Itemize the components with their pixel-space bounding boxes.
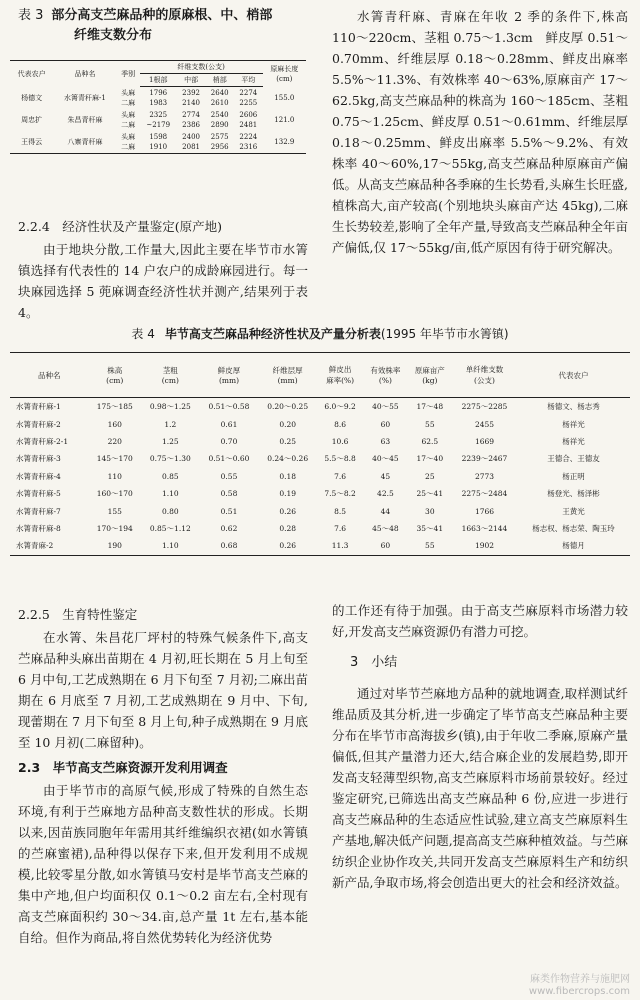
t4-cell: 5.5～8.8: [324, 454, 356, 464]
t3-header-length-unit: (cm): [276, 74, 293, 83]
para-2-3: 由于毕节市的高原气候,形成了特殊的自然生态环境,有利于苎麻地方品种高支数性状的形成。长期以来,因苗族同胞年年需用其纤维编织衣裙(如水箐镇的苎麻蜜裙),品种得以保存下来,但开发利用不成规模,比较零星分散,如水箐镇马安村是毕节高支苎麻的集中产地,但户均面积仅 0.1～0.2 亩左右,全村现有高支苎麻面积约 30～34.亩,总产量 1t 左右,基本能自给。但作为商品,将自然优势转化为经济优势: [18, 783, 308, 945]
t4-cell: 杨正明: [562, 471, 585, 481]
t4-cell: 7.5～8.2: [324, 489, 356, 499]
para-3: 通过对毕节苎麻地方品种的就地调查,取样测试纤维品质及其分析,进一步确定了毕节高支苎麻品种主要分布在毕节市高海拔乡(镇),由于年收二季麻,原麻产量偏低,但其产量潜力还大,结合麻企业的发展趋势,即开发高支轻薄型织物,高支苎麻原料市场前景较好。经过鉴定研究,已筛选出高支苎麻品种 6 份,应进一步进行高支苎麻品种的生态适应性试验,建立高支苎麻原料生产基地,解决低产问题,提高高支苎麻种植效益。与苎麻纺织企业协作攻关,共同开发高支苎麻原料生产和纺织新产品,争取市场,将会创造出更大的社会和经济效益。: [332, 686, 628, 890]
t4-cell: 0.70: [220, 436, 238, 446]
t3-row: [10, 109, 306, 131]
t4-header-line2: 麻率(%): [326, 376, 355, 385]
t4-cell: 42.5: [377, 489, 394, 499]
t3-cell-middle-line: 2140: [182, 99, 200, 107]
t4-header-line2: (%): [378, 376, 392, 385]
t4-cell: 40～55: [372, 402, 399, 412]
t4-cell: 160～170: [96, 489, 133, 499]
t3-cell-middle: [177, 109, 206, 131]
t3-cell-tip-line: 2640: [210, 89, 229, 97]
table3-title-line2: 纤维支数分布: [74, 28, 153, 43]
t4-header-line2: (mm): [218, 376, 240, 385]
t4-cell: 1766: [474, 506, 495, 516]
para-2-2-4: 由于地块分散,工作量大,因此主要在毕节市水箐镇选择有代表性的 14 户农户的成龄麻园进行。每一块麻园选择 5 蔸麻调查经济性状并测产,结果列于表 4。: [18, 242, 308, 320]
t4-cell: 1.10: [141, 537, 200, 555]
watermark-cn: 麻类作物营养与施肥网: [530, 974, 630, 985]
t4-cell: 2239～2467: [461, 454, 508, 464]
t3-cell-farmer: 王得云: [10, 131, 53, 154]
right-column-bottom: [332, 600, 628, 893]
t4-header-line1: 有效株率: [370, 366, 401, 375]
t4-cell: 1663～2144: [461, 523, 508, 533]
t4-header-line1: 原麻亩产: [414, 366, 445, 375]
t4-header-line1: 茎粗: [162, 366, 178, 375]
t4-row: [10, 468, 630, 485]
t4-cell: 水箐青秆麻-2: [16, 419, 61, 429]
t3-cell-avg-line: 2224: [239, 133, 258, 141]
t4-cell: 35～41: [416, 523, 444, 533]
t4-header-line1: 鲜皮出: [328, 365, 352, 374]
para-2-2-5: 在水箐、朱昌花厂坪村的特殊气候条件下,高支苎麻品种头麻出苗期在 4 月初,旺长期在 5 月上旬至 6 月中旬,工艺成熟期在 6 月下旬至 7 月初;二麻出苗期在 6 月底至 7 月初,工艺成熟期在 9 月中、下旬,现蕾期在 7 月下旬至 8 月上旬,种子成熟期在 9 月底至 10 月初(二麻留种)。: [18, 630, 308, 750]
t3-cell-avg-line: 2481: [239, 121, 258, 129]
t3-cell-tip: [205, 109, 234, 131]
table4-subtitle: (1995 年毕节市水箐镇): [380, 327, 509, 341]
t3-header-count-group: 纤维支数(公支): [140, 61, 263, 74]
t4-cell: 杨志权、杨志荣、陶玉玲: [532, 523, 615, 533]
t4-header: [408, 353, 452, 398]
t4-cell: 11.3: [317, 537, 363, 555]
t4-cell: 145～170: [96, 454, 133, 464]
t4-cell: 0.26: [279, 506, 297, 516]
t3-cell-tip-line: 2540: [210, 111, 229, 119]
t4-cell: 0.68: [200, 537, 259, 555]
t4-header-line2: (cm): [106, 376, 124, 385]
t4-header: [258, 353, 317, 398]
t3-cell-tip-line: 2575: [210, 133, 229, 141]
t3-cell-middle-line: 2386: [182, 121, 200, 129]
t4-cell: 175～185: [96, 402, 133, 412]
t3-cell-variety: 水箐青秆麻-1: [64, 93, 106, 102]
t3-cell-season: [117, 87, 140, 110]
t4-cell: 0.75～1.30: [149, 454, 191, 464]
t3-cell-tip: [205, 131, 234, 154]
t3-cell-avg-line: 2316: [239, 143, 258, 151]
t3-cell-farmer: 杨德文: [21, 93, 43, 102]
t4-cell: 水箐青秆麻-4: [16, 471, 61, 481]
t3-cell-root-line: 1983: [149, 99, 168, 107]
t3-cell-middle-line: 2081: [182, 143, 200, 151]
t4-cell: 63: [380, 436, 391, 446]
t4-cell: 水箐青秆麻-7: [16, 506, 61, 516]
t3-cell-tip-line: 2890: [210, 121, 229, 129]
t4-cell: 水箐青麻-2: [10, 537, 89, 555]
t3-cell-season-line: 二麻: [121, 98, 136, 107]
t4-cell: 25～41: [416, 489, 444, 499]
t3-header-variety: 品种名: [53, 61, 116, 87]
t4-header: [141, 353, 200, 398]
heading-2-2-5: 2.2.5 生育特性鉴定: [18, 607, 138, 622]
t4-cell: 王黄光: [562, 506, 585, 516]
t4-cell: 110: [107, 471, 122, 481]
t3-cell-season-line: 头麻: [121, 111, 136, 119]
t4-cell: 2275～2285: [461, 402, 508, 412]
t4-cell: 0.20～0.25: [267, 402, 309, 412]
t4-cell: 8.5: [334, 506, 347, 516]
t4-row: [10, 433, 630, 450]
t3-cell-avg: [234, 109, 263, 131]
t4-cell: 杨德文、杨志秀: [547, 402, 600, 412]
t4-cell: 0.61: [220, 419, 238, 429]
t4-header-line2: (cm): [161, 376, 179, 385]
t4-cell: 60: [380, 419, 391, 429]
t4-cell: 45～48: [372, 523, 399, 533]
t4-cell: 杨祥光: [562, 436, 585, 446]
t4-header-line1: 品种名: [38, 370, 61, 380]
t4-cell: 水箐青秆麻-2-1: [16, 436, 69, 446]
t3-header-farmer: 代表农户: [10, 61, 53, 87]
t4-cell: 水箐青秆麻-5: [16, 489, 61, 499]
t3-header-middle: 中部: [177, 74, 206, 87]
table3-caption: [18, 6, 308, 46]
t3-cell-middle: [177, 87, 206, 110]
t4-cell: 0.98～1.25: [149, 402, 191, 412]
t4-header-line1: 株高: [107, 366, 123, 375]
t4-cell: 0.24～0.26: [267, 454, 309, 464]
right-column-top: [332, 6, 628, 258]
t3-cell-avg: [234, 131, 263, 154]
t3-cell-root-line: 2325: [149, 111, 168, 119]
t3-header-avg: 平均: [234, 74, 263, 87]
table4-header-row: [10, 353, 630, 398]
t3-cell-farmer: 周忠扩: [21, 116, 43, 124]
t3-header-length-label: 原麻长度: [270, 64, 299, 73]
t4-cell: 0.20: [279, 419, 297, 429]
t4-cell: 160: [107, 419, 122, 429]
t4-header-line1: 单纤维支数: [465, 365, 504, 374]
t3-cell-root: [140, 109, 177, 131]
t4-cell: 水箐青秆麻-8: [16, 523, 61, 533]
t4-cell: 水箐青秆麻-1: [16, 402, 61, 412]
t4-cell: 220: [107, 436, 122, 446]
t4-cell: 1902: [452, 537, 517, 555]
t3-cell-tip-line: 2956: [210, 143, 229, 151]
t4-cell: 30: [425, 506, 435, 516]
table4-body: [10, 398, 630, 556]
t3-cell-tip-line: 2610: [210, 99, 229, 107]
t4-cell: 0.28: [279, 523, 297, 533]
table3-body: [10, 87, 306, 154]
t4-header: [363, 353, 407, 398]
t4-row: [10, 502, 630, 519]
t4-cell: 杨登光、杨泽彬: [547, 489, 600, 499]
t4-cell: 0.51～0.60: [208, 454, 250, 464]
t4-cell: 杨德月: [517, 537, 630, 555]
t4-header: [452, 353, 517, 398]
t3-cell-avg-line: 2274: [239, 89, 258, 97]
table4: [10, 352, 630, 556]
t3-cell-season-line: 二麻: [121, 143, 136, 151]
t4-cell: 0.55: [220, 471, 238, 481]
t4-cell: 190: [89, 537, 141, 555]
t4-cell: 45: [380, 471, 391, 481]
t3-header-season: 季别: [117, 61, 140, 87]
t3-cell-avg-line: 2255: [239, 99, 258, 107]
heading-2-2-4: 2.2.4 经济性状及产量鉴定(原产地): [18, 219, 223, 234]
t4-cell: 155: [107, 506, 122, 516]
t3-cell-root-line: ~2179: [146, 121, 171, 129]
t4-cell: 7.6: [334, 523, 347, 533]
t4-cell: 0.51～0.58: [208, 402, 250, 412]
t3-cell-middle-line: 2774: [182, 111, 200, 119]
t4-header-line2: (kg): [422, 376, 438, 385]
t4-cell: 0.51: [220, 506, 238, 516]
t3-cell-length: 155.0: [274, 93, 295, 102]
t4-cell: 1669: [474, 436, 495, 446]
t4-cell: 8.6: [334, 419, 347, 429]
t4-cell: 0.80: [161, 506, 179, 516]
heading-2-3: 2.3 毕节高支苎麻资源开发利用调查: [18, 760, 228, 775]
t4-cell: 6.0～9.2: [324, 402, 356, 412]
t4-header-line1: 纤维层厚: [272, 366, 303, 375]
t4-cell: 王德合、王德友: [547, 454, 600, 464]
t3-header-tip: 梢部: [205, 74, 234, 87]
t4-header-line2: (mm): [277, 376, 298, 385]
t3-cell-root-line: 1910: [149, 143, 168, 151]
t3-cell-season: [117, 109, 140, 131]
t4-cell: 62.5: [421, 436, 439, 446]
t4-cell: 55: [408, 537, 452, 555]
table3-number: 表 3: [18, 8, 44, 23]
table3: [10, 60, 306, 154]
t4-cell: 2773: [474, 471, 495, 481]
t4-cell: 0.62: [220, 523, 238, 533]
t3-cell-season-line: 头麻: [121, 133, 136, 141]
para-right-continuation: 的工作还有待于加强。由于高支苎麻原料市场潜力较好,开发高支苎麻资源仍有潜力可挖。: [332, 603, 628, 639]
t4-cell: 55: [425, 419, 435, 429]
t4-header: [317, 353, 363, 398]
t3-row: [10, 87, 306, 110]
t4-cell: 0.25: [279, 436, 297, 446]
t3-cell-variety: 八寨青秆麻: [53, 131, 116, 154]
t4-header: [10, 353, 89, 398]
t4-header: [517, 353, 630, 398]
t3-header-root: 1根部: [140, 74, 177, 87]
t4-cell: 10.6: [331, 436, 349, 446]
t3-cell-length: 121.0: [274, 116, 295, 124]
t4-header: [89, 353, 141, 398]
watermark: [529, 974, 630, 998]
table4-title: 毕节高支苎麻品种经济性状及产量分析表: [164, 327, 381, 341]
t3-cell-season-line: 二麻: [121, 121, 136, 129]
t4-cell: 60: [363, 537, 407, 555]
left-column-bottom: [18, 600, 308, 948]
t4-cell: 1.25: [161, 436, 179, 446]
heading-3: 3 小结: [350, 655, 398, 670]
t3-cell-root-line: 1598: [149, 133, 168, 141]
t3-cell-avg: [234, 87, 263, 110]
t4-cell: 水箐青秆麻-3: [16, 454, 61, 464]
t3-row: [10, 131, 306, 154]
t4-cell: 0.85～1.12: [149, 523, 191, 533]
t3-header-length: [263, 61, 306, 87]
t4-cell: 7.6: [334, 471, 347, 481]
t4-row: [10, 398, 630, 416]
t4-row: [10, 520, 630, 537]
t4-cell: 2455: [474, 419, 495, 429]
t4-row: [10, 485, 630, 502]
table4-number: 表 4: [131, 327, 155, 341]
t4-header-line2: (公支): [474, 376, 495, 385]
t4-cell: 杨祥光: [562, 419, 585, 429]
table4-caption: [0, 325, 640, 342]
t4-cell: 1.10: [161, 489, 179, 499]
t3-cell-middle: [177, 131, 206, 154]
t4-cell: 0.19: [279, 489, 297, 499]
t4-row: [10, 450, 630, 467]
t3-cell-variety: 朱昌青秆麻: [67, 116, 103, 124]
para-right-top: 水箐青秆麻、青麻在年收 2 季的条件下,株高 110～220cm、茎粗 0.75～1.3cm 鲜皮厚 0.51～0.70mm、纤维层厚 0.18～0.28mm、鲜皮出麻率 5.5%～11.3%、有效株率 40～63%,原麻亩产 17～62.5kg,高支苎麻品种的株高为 160～185cm、茎粗 0.75～1.25cm、鲜皮厚 0.51～0.61mm、纤维层厚 0.18～0.25mm、鲜皮出麻率 5.5%～9.2%、有效株率 40～60%,17～55kg,高支苎麻品种原麻亩产偏低。从高支苎麻品种各季麻的生长势看,头麻生长旺盛,植株高大,亩产较高(个别地块头麻亩产达 45kg),二麻生长势较差,影响了全年产量,导致高支苎麻品种全年亩产偏低,仅 17～55kg/亩,低产原因有待于研究解决。: [332, 9, 628, 255]
t4-cell: 1.2: [164, 419, 177, 429]
t3-cell-season-line: 头麻: [121, 88, 136, 97]
t3-cell-middle-line: 2392: [182, 89, 200, 97]
t4-header-line1: 代表农户: [558, 370, 589, 380]
t3-cell-season: [117, 131, 140, 154]
t4-cell: 0.85: [161, 471, 179, 481]
t3-cell-avg-line: 2606: [239, 111, 258, 119]
t4-cell: 0.58: [220, 489, 238, 499]
t4-header: [200, 353, 259, 398]
t3-cell-root-line: 1796: [149, 89, 168, 97]
t4-header-line1: 鲜皮厚: [217, 366, 241, 375]
t4-cell: 17～48: [416, 402, 444, 412]
t4-cell: 170～194: [96, 523, 133, 533]
t3-cell-length: 132.9: [263, 131, 306, 154]
t4-cell: 0.18: [279, 471, 297, 481]
t4-cell: 17～40: [416, 454, 444, 464]
t3-cell-middle-line: 2400: [182, 133, 200, 141]
t4-row: [10, 537, 630, 555]
table3-title-line1: 部分高支苎麻品种的原麻根、中、梢部: [51, 8, 273, 23]
t4-row: [10, 415, 630, 432]
t4-cell: 40～45: [372, 454, 399, 464]
t4-cell: 2275～2484: [461, 489, 508, 499]
t3-cell-tip: [205, 87, 234, 110]
t4-cell: 25: [425, 471, 435, 481]
t3-cell-root: [140, 87, 177, 110]
t3-cell-root: [140, 131, 177, 154]
t4-cell: 0.26: [258, 537, 317, 555]
left-column-top: [18, 212, 308, 323]
t4-cell: 44: [380, 506, 391, 516]
watermark-url: www.fibercrops.com: [528, 986, 630, 997]
